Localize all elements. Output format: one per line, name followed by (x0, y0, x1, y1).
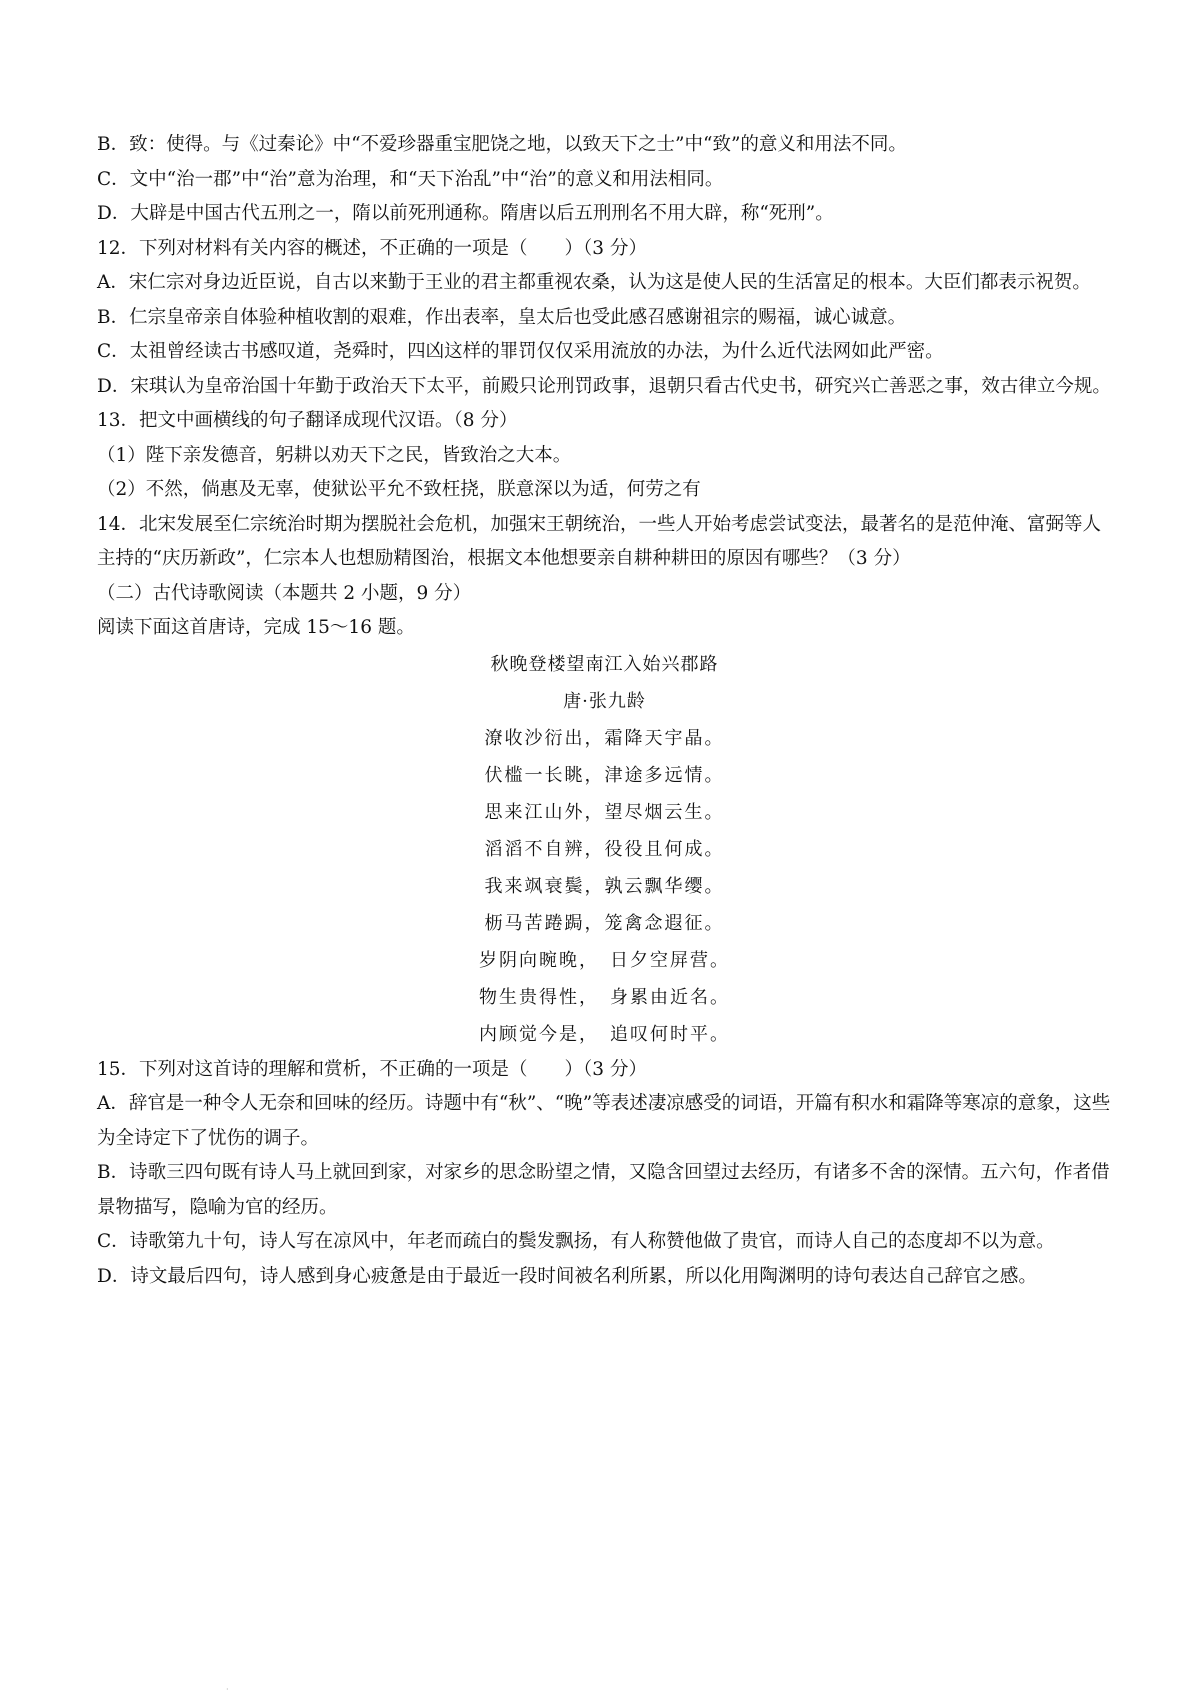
q15-stem: 15．下列对这首诗的理解和赏析，不正确的一项是（ ）（3 分） (97, 1058, 647, 1080)
q12-option-b: B．仁宗皇帝亲自体验种植收割的艰难，作出表率，皇太后也受此感召感谢祖宗的赐福，诚心诚意。 (97, 306, 907, 328)
q15-option-c: C．诗歌第九十句，诗人写在凉风中，年老而疏白的鬓发飘扬，有人称赞他做了贵官，而诗人自己的态度却不以为意。 (97, 1231, 1055, 1252)
poem-line: 思来江山外，望尽烟云生。 (484, 801, 725, 823)
q12-option-a: A．宋仁宗对身边近臣说，自古以来勤于王业的君主都重视农桑，认为这是使人民的生活富足的根本。大臣们都表示祝贺。 (97, 272, 1091, 293)
section-intro: 阅读下面这首唐诗，完成 15～16 题。 (97, 617, 415, 638)
poem-line: 岁阴向晼晚， 日夕空屏营。 (479, 949, 730, 971)
q12-option-c: C．太祖曾经读古书感叹道，尧舜时，四凶这样的罪罚仅仅采用流放的办法，为什么近代法网如此严密。 (97, 341, 944, 362)
footer-mark: · (226, 1685, 229, 1694)
poem-line: 滔滔不自辨，役役且何成。 (484, 838, 725, 860)
poem-line: 物生贵得性， 身累由近名。 (479, 986, 730, 1008)
q13-sentence-1: （1）陛下亲发德音，躬耕以劝天下之民，皆致治之大本。 (97, 444, 572, 466)
q14-stem: 14．北宋发展至仁宗统治时期为摆脱社会危机，加强宋王朝统治，一些人开始考虑尝试变法，最著名的是范仲淹、富弼等人主持的“庆历新政”，仁宗本人也想励精图治，根据文本他想要亲自耕种耕田的原因有哪些？（3 分） (97, 513, 1102, 569)
q11-option-b: B．致：使得。与《过秦论》中“不爱珍器重宝肥饶之地，以致天下之士”中“致”的意义和用法不同。 (97, 134, 907, 155)
poem-line: 内顾觉今是， 追叹何时平。 (479, 1023, 730, 1045)
q12-stem: 12．下列对材料有关内容的概述，不正确的一项是（ ）（3 分） (97, 237, 647, 259)
q12-option-d: D．宋琪认为皇帝治国十年勤于政治天下太平，前殿只论刑罚政事，退朝只看古代史书，研究兴亡善恶之事，效古律立今规。 (97, 375, 1111, 397)
poem (97, 646, 1112, 1053)
q15-option-a: A．辞官是一种令人无奈和回味的经历。诗题中有“秋”、“晚”等表述凄凉感受的词语，开篇有积水和霜降等寒凉的意象，这些为全诗定下了忧伤的调子。 (97, 1093, 1111, 1149)
q13-sentence-2: （2）不然，倘惠及无辜，使狱讼平允不致枉挠，朕意深以为适，何劳之有 (97, 479, 701, 500)
poem-line: 我来飒衰鬓，孰云飘华缨。 (484, 875, 725, 897)
poem-title: 秋晚登楼望南江入始兴郡路 (490, 653, 719, 675)
exam-page (97, 128, 1112, 1294)
q13-stem: 13．把文中画横线的句子翻译成现代汉语。（8 分） (97, 410, 518, 431)
q15-option-d: D．诗文最后四句，诗人感到身心疲惫是由于最近一段时间被名利所累，所以化用陶渊明的诗句表达自己辞官之感。 (97, 1265, 1037, 1287)
section-heading: （二）古代诗歌阅读（本题共 2 小题，9 分） (97, 582, 472, 604)
poem-line: 伏槛一长眺，津途多远情。 (484, 764, 725, 786)
q11-option-c: C．文中“治一郡”中“治”意为治理，和“天下治乱”中“治”的意义和用法相同。 (97, 168, 724, 190)
q11-option-d: D．大辟是中国古代五刑之一，隋以前死刑通称。隋唐以后五刑刑名不用大辟，称“死刑”。 (97, 203, 834, 224)
poem-line: 枥马苦踡跼，笼禽念遐征。 (484, 912, 725, 934)
poem-author: 唐·张九龄 (563, 690, 646, 712)
poem-line: 潦收沙衍出，霜降天宇晶。 (484, 727, 725, 749)
q15-option-b: B．诗歌三四句既有诗人马上就回到家，对家乡的思念盼望之情，又隐含回望过去经历，有诸多不舍的深情。五六句，作者借景物描写，隐喻为官的经历。 (97, 1162, 1110, 1218)
